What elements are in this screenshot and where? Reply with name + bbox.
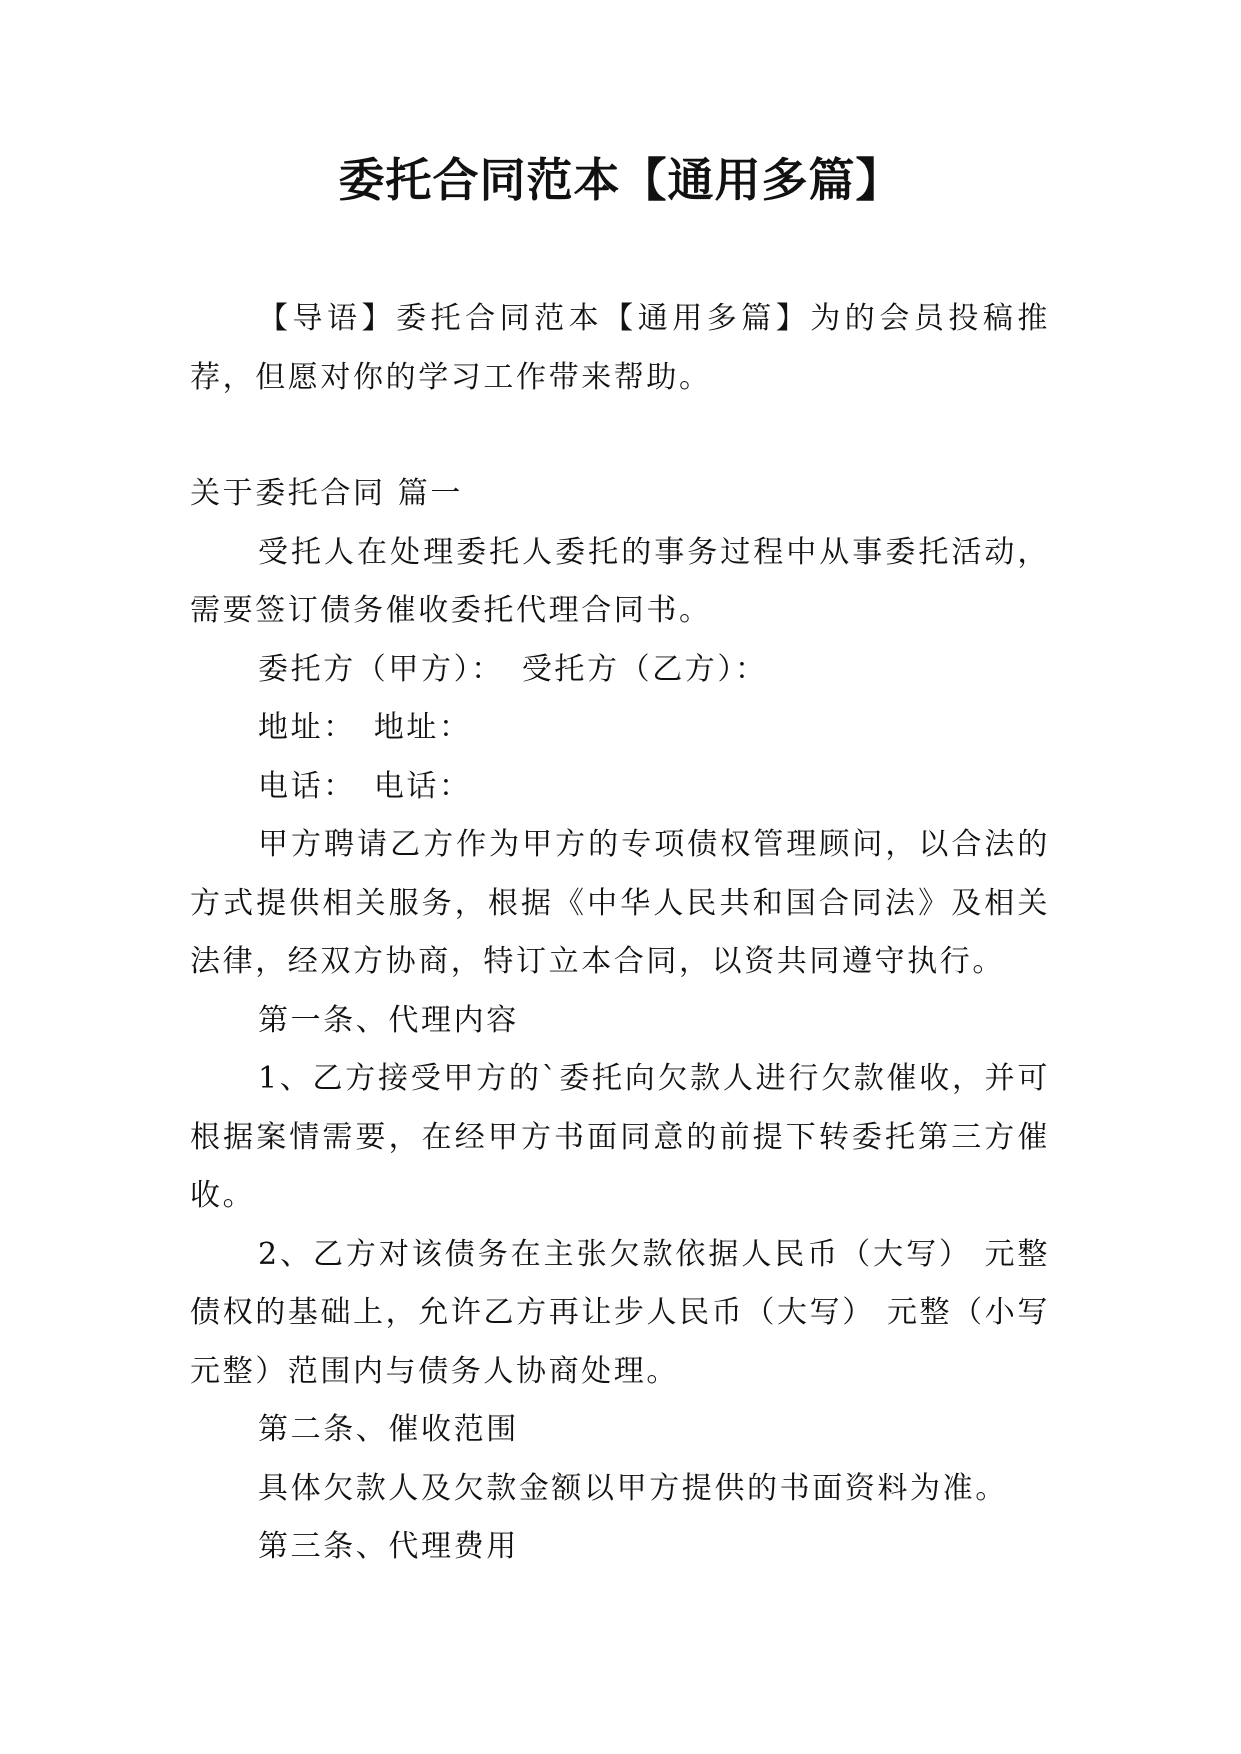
document-title: 委托合同范本【通用多篇】 <box>338 153 903 207</box>
phone-b-label: 电话： <box>373 768 472 804</box>
intro-paragraph: 【导语】委托合同范本【通用多篇】为的会员投稿推荐，但愿对你的学习工作带来帮助。 <box>190 301 1050 395</box>
address-line <box>190 699 1050 758</box>
document-body <box>190 290 1050 1577</box>
address-a-label: 地址： <box>258 710 356 745</box>
address-b-label: 地址： <box>373 710 472 745</box>
article-1-item-1: 1、乙方接受甲方的`委托向欠款人进行欠款催收，并可根据案情需要，在经甲方书面同意的前提下转委托第三方催收。 <box>190 1061 1050 1213</box>
party-a-label: 委托方（甲方）： <box>258 651 504 687</box>
article-2-heading: 第二条、催收范围 <box>258 1412 519 1447</box>
party-b-label: 受托方（乙方）： <box>521 651 768 687</box>
article-3-heading: 第三条、代理费用 <box>258 1529 519 1564</box>
parties-line <box>190 641 1050 700</box>
phone-line <box>190 758 1050 817</box>
paragraph-engagement: 甲方聘请乙方作为甲方的专项债权管理顾问，以合法的方式提供相关服务，根据《中华人民共和国合同法》及相关法律，经双方协商，特订立本合同，以资共同遵守执行。 <box>190 827 1050 979</box>
section-heading: 关于委托合同 篇一 <box>190 476 463 511</box>
article-2-scope: 具体欠款人及欠款金额以甲方提供的书面资料为准。 <box>258 1470 1008 1506</box>
phone-a-label: 电话： <box>258 768 356 804</box>
article-1-item-2: 2、乙方对该债务在主张欠款依据人民币（大写） 元整债权的基础上，允许乙方再让步人民币（大写） 元整（小写 元整）范围内与债务人协商处理。 <box>190 1236 1050 1389</box>
blank-line <box>190 407 1050 465</box>
article-1-heading: 第一条、代理内容 <box>258 1002 519 1038</box>
paragraph-purpose: 受托人在处理委托人委托的事务过程中从事委托活动，需要签订债务催收委托代理合同书。 <box>190 534 1050 628</box>
